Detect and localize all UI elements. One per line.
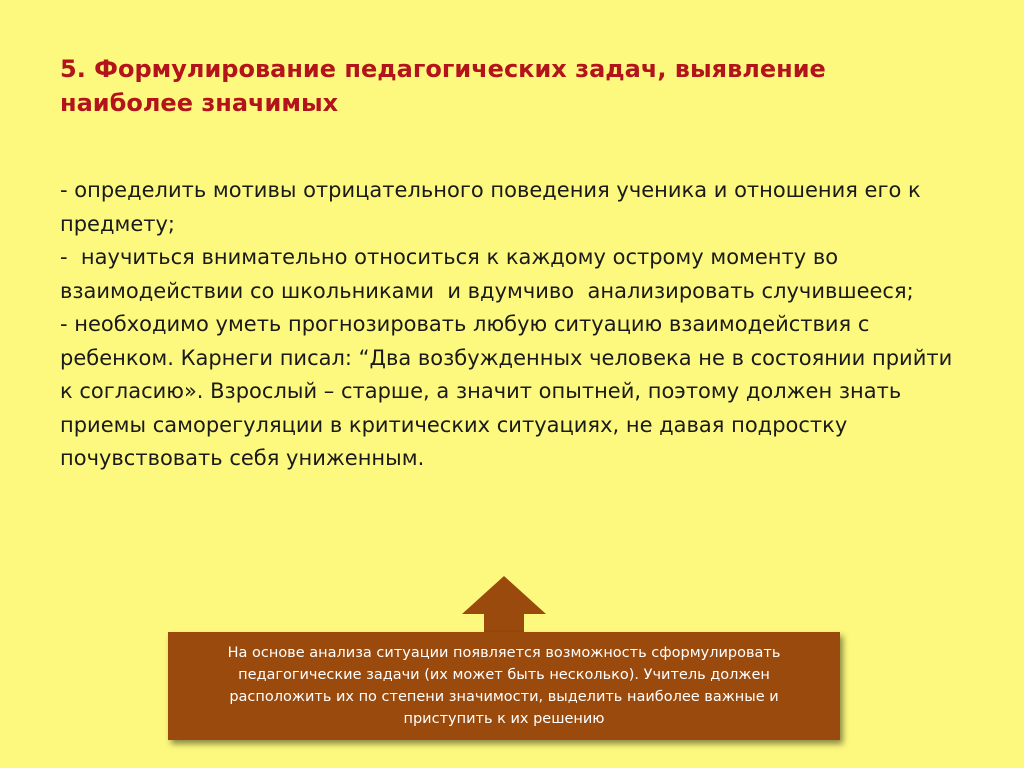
bullet-paragraph-1: - определить мотивы отрицательного поведения ученика и отношения его к предмету;	[60, 178, 928, 236]
bullet-paragraph-2: - научиться внимательно относиться к каждому острому моменту во взаимодействии со школьниками и вдумчиво анализировать случившееся;	[60, 245, 914, 303]
callout-box	[168, 632, 840, 740]
bullet-paragraph-3: - необходимо уметь прогнозировать любую ситуацию взаимодействия с ребенком. Карнеги писал: “Два возбужденных человека не в состоянии прийти к согласию». Взрослый – старше, а значит опытней, поэтому должен знать приемы саморегуляции в критических ситуациях, не давая подростку почувствовать себя униженным.	[60, 312, 959, 470]
callout-text: На основе анализа ситуации появляется возможность сформулировать педагогические задачи (их может быть несколько). Учитель должен расположить их по степени значимости, выделить наиболее важные и приступить к их решению	[227, 645, 781, 727]
up-arrow-icon	[462, 576, 546, 636]
slide-body	[60, 174, 960, 476]
slide-title: 5. Формулирование педагогических задач, выявление наиболее значимых	[60, 55, 826, 117]
